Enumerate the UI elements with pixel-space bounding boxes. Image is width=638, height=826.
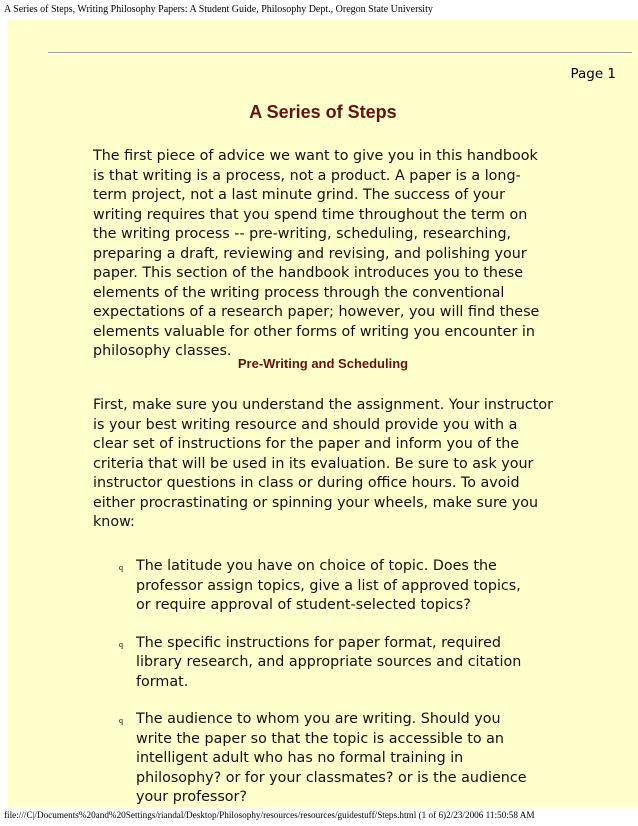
section-heading: Pre-Writing and Scheduling [237,356,409,371]
list-item-text: The audience to whom you are writing. Should you write the paper so that the topic is accessible to an intelligent adult who has no formal training in philosophy? or for your classmates? or is the audience your professor? [136,711,527,805]
list-item-text: The specific instructions for paper format, required library research, and appropriate sources and citation format. [136,634,522,690]
section-paragraph: First, make sure you understand the assignment. Your instructor is your best writing resource and should provide you with a clear set of instructions for the paper and inform you of the criteria that will be used in its evaluation. Be sure to ask your instructor questions in class or during office hours. To avoid either procrastinating or spinning your wheels, make sure you know: [93,397,554,530]
square-bullet-icon: q [119,716,123,725]
print-header: A Series of Steps, Writing Philosophy Papers: A Student Guide, Philosophy Dept., Oregon State University [4,4,433,15]
list-item-text: The latitude you have on choice of topic. Does the professor assign topics, give a list of approved topics, or require approval of student-selected topics? [136,558,521,613]
page-title: A Series of Steps [249,102,397,122]
list-item [116,634,536,693]
page-number: Page 1 [570,66,616,82]
print-footer: file:///C|/Documents%20and%20Settings/riandal/Desktop/Philosophy/resources/resources/guidestuff/Steps.html (1 of 6)2/23/2006 11:50:58 AM [4,810,535,820]
square-bullet-icon: q [119,563,123,572]
intro-paragraph: The first piece of advice we want to give you in this handbook is that writing is a process, not a product. A paper is a long-term project, not a last minute grind. The success of your writing requires that you spend time throughout the term on the writing process -- pre-writing, scheduling, researching, preparing a draft, reviewing and revising, and polishing your paper. This section of the handbook introduces you to these elements of the writing process through the conventional expectations of a research paper; however, you will find these elements valuable for other forms of writing you encounter in philosophy classes. [93,148,540,359]
list-item [116,557,536,616]
square-bullet-icon: q [119,639,123,649]
requirements-list [116,557,536,826]
document-page [8,20,638,808]
list-item [116,710,536,808]
horizontal-rule [48,52,632,54]
